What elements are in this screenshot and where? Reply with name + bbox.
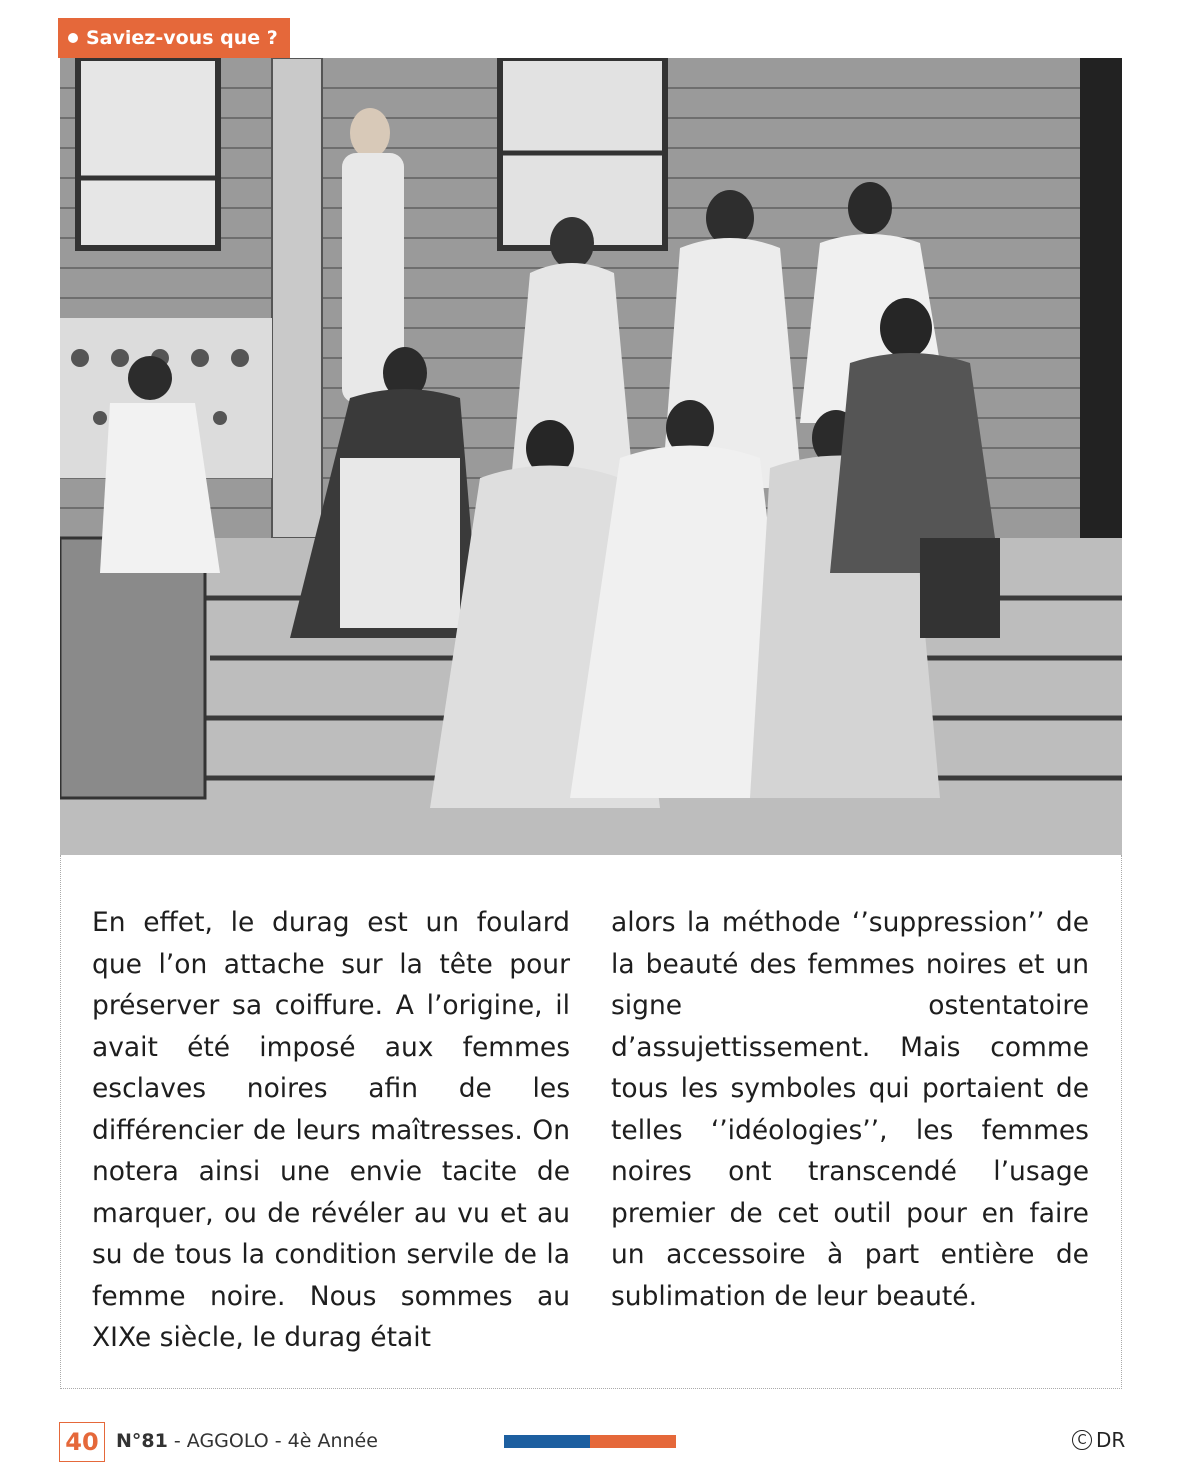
issue-number: N°81	[116, 1430, 168, 1452]
historical-photo	[60, 58, 1122, 855]
article-column-left: En effet, le durag est un foulard que l’on attache sur la tête pour préserver sa coiffure. A l’origine, il avait été imposé aux femmes esclaves noires afin de les différencier de leurs maîtresses. On notera ainsi une envie tacite de marquer, ou de révéler au vu et au su de tous la condition servile de la femme noire. Nous sommes au XIXe siècle, le durag était	[92, 907, 570, 1353]
photo-illustration	[60, 58, 1122, 855]
issue-details: - AGGOLO - 4è Année	[167, 1430, 378, 1452]
copyright-icon: C	[1072, 1430, 1092, 1450]
footer-bar-blue	[504, 1435, 590, 1448]
footer-bar-orange	[590, 1435, 676, 1448]
credit-label: DR	[1096, 1428, 1126, 1452]
section-tag	[58, 18, 290, 58]
section-tag-label: Saviez-vous que ?	[86, 27, 278, 49]
article-column-right: alors la méthode ‘’suppression’’ de la beauté des femmes noires et un signe ostentatoire d’assujettissement. Mais comme tous les symboles qui portaient de telles ‘’idéologies’’, les femmes noires ont transcendé l’usage premier de cet outil pour en faire un accessoire à part entière de sublimation de leur beauté.	[611, 907, 1089, 1312]
page-number: 40	[59, 1422, 105, 1462]
photo-credit	[1072, 1428, 1125, 1452]
issue-info	[116, 1430, 378, 1452]
bullet-icon	[68, 33, 78, 43]
